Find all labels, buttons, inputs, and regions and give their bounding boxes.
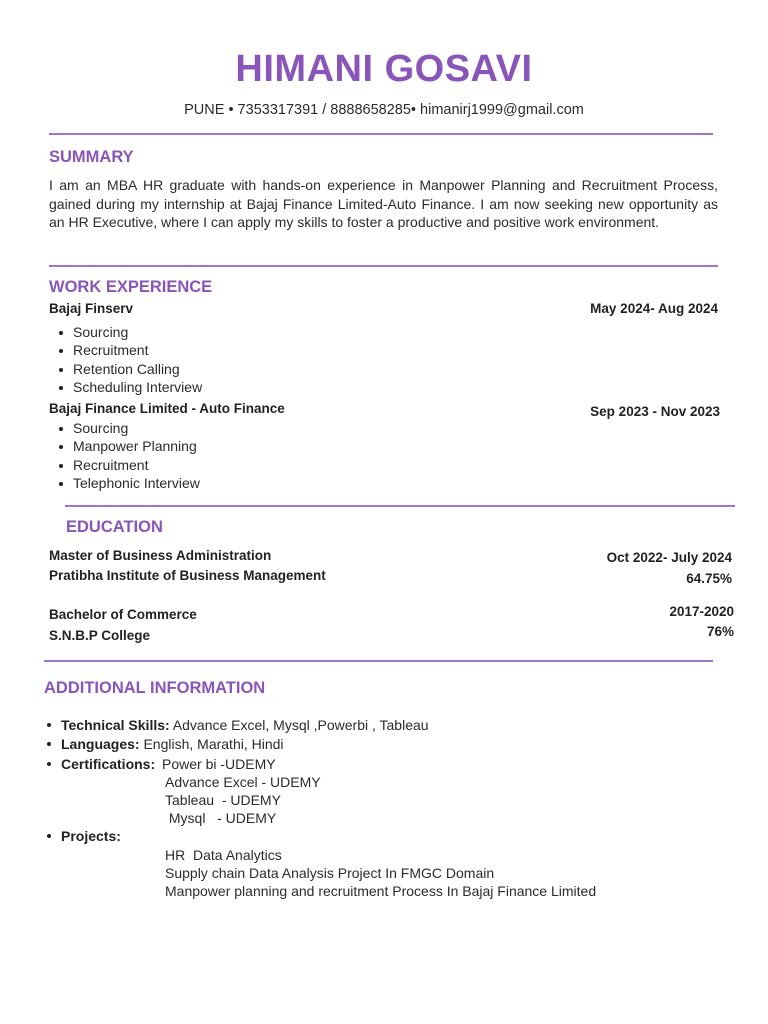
education-dates: 2017-2020	[669, 604, 734, 619]
divider	[49, 265, 718, 267]
institution: Pratibha Institute of Business Management	[49, 568, 326, 583]
summary-text: I am an MBA HR graduate with hands-on experience in Manpower Planning and Recruitment Process, gained during my internship at Bajaj Finance Limited-Auto Finance. I am now seeking new opportunity as an HR Executive, where I can apply my skills to foster a productive and positive work environment.	[49, 177, 718, 230]
job-company: Bajaj Finserv	[49, 301, 134, 316]
project-item: HR Data Analytics	[165, 847, 282, 863]
technical-skills-value: Advance Excel, Mysql ,Powerbi , Tableau	[169, 717, 429, 733]
education-heading: EDUCATION	[66, 518, 163, 536]
job-dates: Sep 2023 - Nov 2023	[590, 404, 720, 419]
list-item: Telephonic Interview	[49, 474, 200, 492]
institution: S.N.B.P College	[49, 628, 151, 643]
degree: Bachelor of Commerce	[49, 607, 197, 622]
certifications-row	[61, 755, 155, 774]
list-item: Sourcing	[49, 323, 202, 341]
bullet	[47, 742, 51, 746]
list-item: Recruitment	[49, 456, 200, 474]
certifications-label: Certifications:	[61, 756, 156, 772]
certification-item: Power bi -UDEMY	[162, 756, 276, 772]
certification-item: Mysql - UDEMY	[165, 810, 277, 826]
list-item: Recruitment	[49, 341, 202, 359]
degree: Master of Business Administration	[49, 548, 272, 563]
divider	[44, 660, 713, 662]
additional-info-heading: ADDITIONAL INFORMATION	[44, 679, 266, 697]
certification-item: Tableau - UDEMY	[165, 792, 281, 808]
list-item: Scheduling Interview	[49, 378, 202, 396]
bullet	[47, 723, 51, 727]
summary-heading: SUMMARY	[49, 148, 134, 166]
projects-label: Projects:	[61, 828, 121, 844]
job-task-list	[49, 419, 200, 493]
languages-value: English, Marathi, Hindi	[139, 736, 284, 752]
job-dates: May 2024- Aug 2024	[590, 301, 718, 316]
contact-line: PUNE • 7353317391 / 8888658285• himanirj1999@gmail.com	[184, 102, 584, 118]
divider	[49, 133, 713, 135]
technical-skills-label: Technical Skills:	[61, 717, 170, 733]
job-company: Bajaj Finance Limited - Auto Finance	[49, 401, 285, 416]
divider	[65, 505, 735, 507]
work-experience-heading: WORK EXPERIENCE	[49, 278, 213, 296]
education-score: 76%	[706, 624, 734, 639]
list-item: Manpower Planning	[49, 437, 200, 455]
education-dates: Oct 2022- July 2024	[606, 550, 732, 565]
candidate-name: HIMANI GOSAVI	[235, 48, 533, 90]
certification-item: Advance Excel - UDEMY	[165, 774, 321, 790]
projects-row	[61, 827, 121, 846]
project-item: Manpower planning and recruitment Process In Bajaj Finance Limited	[165, 883, 597, 899]
list-item: Retention Calling	[49, 360, 202, 378]
list-item: Sourcing	[49, 419, 200, 437]
job-task-list	[49, 323, 202, 397]
bullet	[47, 762, 51, 766]
project-item: Supply chain Data Analysis Project In FMGC Domain	[165, 865, 495, 881]
languages-label: Languages:	[61, 736, 140, 752]
languages-row	[61, 735, 284, 754]
technical-skills-row	[61, 716, 429, 735]
bullet	[47, 834, 51, 838]
education-score: 64.75%	[686, 571, 732, 586]
